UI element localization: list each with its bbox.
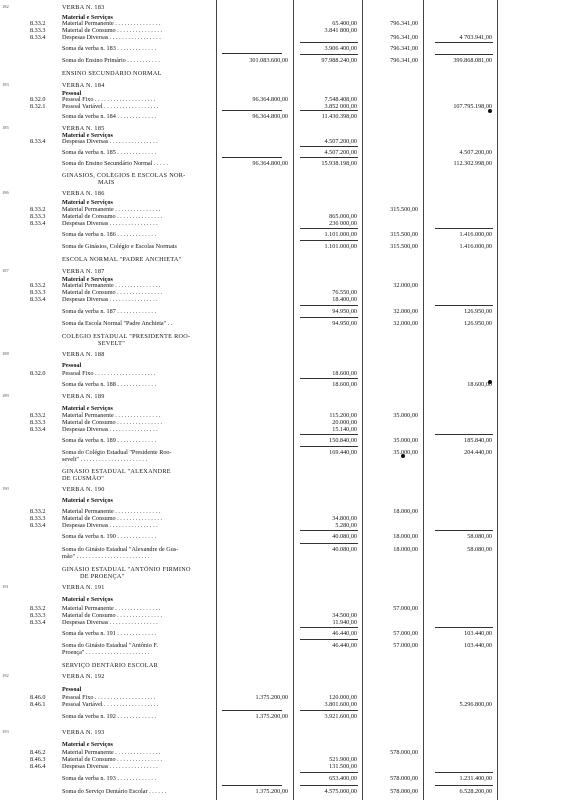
column-divider [362, 0, 363, 800]
amount-c5: 32.000,00 [393, 320, 418, 327]
amount-c3: 65.400,00 [332, 20, 357, 27]
group-heading: Material e Serviços [62, 497, 113, 504]
rule [300, 42, 358, 43]
account-code: 8.33.4 [30, 34, 46, 41]
amount-c5: 32.000,00 [393, 308, 418, 315]
rule [222, 785, 282, 786]
rule [300, 240, 358, 241]
amount-c3: 3.921.600,00 [324, 713, 357, 720]
line-label: sevelt" . . . . . . . . . . . . . . . . . . . . . . [62, 456, 148, 463]
rule [435, 42, 493, 43]
line-label: Pessoal Variável . . . . . . . . . . . . . . . . . . [62, 103, 159, 110]
amount-c6: 103.440,00 [464, 630, 492, 637]
line-label: Soma do Colégio Estadual "Presidente Roo- [62, 449, 172, 456]
amount-c5: 578.000,00 [390, 775, 418, 782]
line-label: Material de Consumo . . . . . . . . . . . . . . . [62, 612, 163, 619]
line-label: Material de Consumo . . . . . . . . . . . . . . . [62, 213, 163, 220]
amount-c3: 3.801.600,00 [324, 701, 357, 708]
amount-c5: 796.341,00 [390, 20, 418, 27]
line-label: Soma da verba n. 186 . . . . . . . . . . . . . [62, 231, 157, 238]
amount-c6: 126.950,00 [464, 308, 492, 315]
line-label: Soma da Escola Normal "Padre Anchieta" . . [62, 320, 173, 327]
line-label: Despesas Diversas . . . . . . . . . . . . . . . . [62, 619, 158, 626]
amount-c3: 865.000,00 [329, 213, 357, 220]
account-code: 8.33.4 [30, 220, 46, 227]
amount-c3: 15.140,00 [332, 426, 357, 433]
amount-c5: 18.000,00 [393, 533, 418, 540]
section-heading: VERBA N. 193 [62, 729, 105, 736]
amount-c3: 131.500,00 [329, 763, 357, 770]
section-heading: VERBA N. 188 [62, 351, 105, 358]
amount-c3: 11.430.398,00 [321, 113, 357, 120]
section-heading: VERBA N. 191 [62, 584, 105, 591]
section-heading: GINÁSIOS, COLÉGIOS E ESCOLAS NOR- [62, 172, 186, 179]
amount-c5: 35.000,00 [393, 437, 418, 444]
line-label: mão" . . . . . . . . . . . . . . . . . . . . . . . . [62, 553, 150, 560]
rule [435, 54, 493, 55]
amount-c2: 96.364.800,00 [252, 160, 288, 167]
row-number: 190 [2, 486, 9, 491]
amount-c6: 112.302.998,00 [453, 160, 492, 167]
amount-c2: 301.083.600,00 [249, 57, 288, 64]
rule [435, 627, 493, 628]
section-heading: VERBA N. 186 [62, 190, 105, 197]
amount-c6: 107.795.198,00 [453, 103, 492, 110]
rule [300, 446, 358, 447]
amount-c3: 15.938.198,00 [321, 160, 357, 167]
line-label: Pessoal Fixo . . . . . . . . . . . . . . . . . . . . [62, 370, 156, 377]
column-divider [423, 0, 424, 800]
row-number: 187 [2, 268, 9, 273]
amount-c5: 796.341,00 [390, 34, 418, 41]
amount-c3: 653.400,00 [329, 775, 357, 782]
amount-c3: 34.500,00 [332, 612, 357, 619]
amount-c3: 40.080,00 [332, 533, 357, 540]
line-label: Material de Consumo . . . . . . . . . . . . . . . [62, 756, 163, 763]
amount-c6: 58.080,00 [467, 533, 492, 540]
amount-c3: 4.575.000,00 [324, 788, 357, 795]
section-heading: GINÁSIO ESTADUAL "ANTÔNIO FIRMINO [62, 566, 191, 573]
section-heading: DE GUSMÃO" [62, 475, 105, 482]
account-code: 8.33.2 [30, 282, 46, 289]
line-label: Pessoal Variável . . . . . . . . . . . . . . . . . . [62, 701, 159, 708]
amount-c6: 18.600,00 [467, 381, 492, 388]
group-heading: Material e Serviços [62, 14, 113, 21]
line-label: Material de Consumo . . . . . . . . . . . . . . . [62, 27, 163, 34]
amount-c3: 1.101.000,00 [324, 231, 357, 238]
amount-c3: 94.950,00 [332, 308, 357, 315]
amount-c5: 315.500,00 [390, 231, 418, 238]
account-code: 8.46.3 [30, 756, 46, 763]
amount-c6: 1.231.400,00 [459, 775, 492, 782]
amount-c2: 96.364.800,00 [252, 113, 288, 120]
line-label: Soma da verba n. 187 . . . . . . . . . . . . . [62, 308, 157, 315]
amount-c3: 4.507.200,00 [324, 149, 357, 156]
line-label: Soma da verba n. 185 . . . . . . . . . . . . . [62, 149, 157, 156]
line-label: Pessoal Fixo . . . . . . . . . . . . . . . . . . . . [62, 96, 156, 103]
account-code: 8.33.4 [30, 619, 46, 626]
account-code: 8.33.2 [30, 412, 46, 419]
line-label: Material Permanente . . . . . . . . . . . . . . . [62, 605, 161, 612]
rule [300, 305, 358, 306]
line-label: Material Permanente . . . . . . . . . . . . . . . [62, 206, 161, 213]
line-label: Despesas Diversas . . . . . . . . . . . . . . . . [62, 220, 158, 227]
amount-c5: 32.000,00 [393, 282, 418, 289]
amount-c5: 57.000,00 [393, 630, 418, 637]
amount-c6: 103.440,00 [464, 642, 492, 649]
section-heading: ESCOLA NORMAL "PADRE ANCHIETA" [62, 256, 182, 263]
group-heading: Material e Serviços [62, 405, 113, 412]
row-number: 182 [2, 4, 9, 9]
rule [300, 228, 358, 229]
amount-c3: 3.841 800,00 [324, 27, 357, 34]
amount-c5: 578.000,00 [390, 749, 418, 756]
account-code: 8.33.3 [30, 213, 46, 220]
amount-c3: 97.988.240,00 [321, 57, 357, 64]
line-label: Soma do Ginásio Estadual "Alexandre de Gus- [62, 546, 179, 553]
account-code: 8.33.3 [30, 27, 46, 34]
amount-c3: 4.507.200,00 [324, 138, 357, 145]
column-divider [293, 0, 294, 800]
group-heading: Material e Serviços [62, 596, 113, 603]
rule [222, 157, 282, 158]
rule [222, 710, 282, 711]
group-heading: Pessoal [62, 90, 82, 97]
amount-c3: 3.906 400,00 [324, 45, 357, 52]
amount-c5: 315.500,00 [390, 243, 418, 250]
account-code: 8.33.2 [30, 605, 46, 612]
amount-c5: 18.000,00 [393, 546, 418, 553]
line-label: Soma da verba n. 184 . . . . . . . . . . . . . [62, 113, 157, 120]
line-label: Soma de Ginásios, Colégio e Escolas Normais [62, 243, 177, 250]
amount-c5: 57.000,00 [393, 605, 418, 612]
line-label: Pessoal Fixo . . . . . . . . . . . . . . . . . . . . [62, 694, 156, 701]
amount-c6: 204.440,00 [464, 449, 492, 456]
section-heading: VERBA N. 192 [62, 673, 105, 680]
section-heading: VERBA N. 187 [62, 268, 105, 275]
account-code: 8.46.4 [30, 763, 46, 770]
rule [300, 710, 358, 711]
account-code: 8.33.4 [30, 296, 46, 303]
account-code: 8.46.2 [30, 749, 46, 756]
rule [300, 627, 358, 628]
amount-c5: 35.000,00 [393, 412, 418, 419]
amount-c5: 18.000,00 [393, 508, 418, 515]
rule [435, 530, 493, 531]
row-number: 193 [2, 729, 9, 734]
line-label: Proença" . . . . . . . . . . . . . . . . . . . . . [62, 649, 150, 656]
amount-c3: 46.440,00 [332, 642, 357, 649]
account-code: 8.32.1 [30, 103, 46, 110]
row-number: 188 [2, 351, 9, 356]
rule [300, 434, 358, 435]
group-heading: Material e Serviços [62, 132, 113, 139]
account-code: 8.33.4 [30, 138, 46, 145]
section-heading: GINÁSIO ESTADUAL "ALEXANDRE [62, 468, 171, 475]
line-label: Despesas Diversas . . . . . . . . . . . . . . . . . [62, 34, 161, 41]
rule [300, 378, 358, 379]
line-label: Despesas Diversas . . . . . . . . . . . . . . . . [62, 522, 158, 529]
section-heading: SEVELT" [98, 340, 126, 347]
rule [435, 305, 493, 306]
amount-c3: 115.200,00 [329, 412, 357, 419]
amount-c6: 185.840,00 [464, 437, 492, 444]
amount-c6: 5.296.800,00 [459, 701, 492, 708]
account-code: 8.32.0 [30, 96, 46, 103]
account-code: 8.33.3 [30, 515, 46, 522]
amount-c5: 796.341,00 [390, 45, 418, 52]
amount-c3: 3.852 000,00 [324, 103, 357, 110]
line-label: Soma do Ginásio Estadual "Antônio F. [62, 642, 158, 649]
rule [300, 530, 358, 531]
rule [300, 543, 358, 544]
row-number: 191 [2, 584, 9, 589]
rule [222, 110, 282, 111]
amount-c6: 1.416.000,00 [459, 231, 492, 238]
group-heading: Pessoal [62, 686, 82, 693]
amount-c6: 399.868.081,00 [453, 57, 492, 64]
rule [300, 772, 358, 773]
rule [300, 54, 358, 55]
account-code: 8.46.1 [30, 701, 46, 708]
rule [300, 317, 358, 318]
amount-c2: 1.375.200,00 [255, 713, 288, 720]
amount-c2: 1.375.200,00 [255, 694, 288, 701]
line-label: Soma da verba n. 189 . . . . . . . . . . . . . [62, 437, 157, 444]
rule [435, 785, 493, 786]
line-label: Soma do Ensino Primário . . . . . . . . . . . [62, 57, 160, 64]
row-number: 189 [2, 393, 9, 398]
account-code: 8.46.0 [30, 694, 46, 701]
amount-c3: 5.280,00 [335, 522, 357, 529]
amount-c2: 1.375.200,00 [255, 788, 288, 795]
line-label: Soma da verba n. 190 . . . . . . . . . . . . . [62, 533, 157, 540]
amount-c3: 18.600,00 [332, 370, 357, 377]
amount-c5: 57.000,00 [393, 642, 418, 649]
rule [300, 157, 358, 158]
amount-c3: 11.940,00 [332, 619, 357, 626]
account-code: 8.33.2 [30, 20, 46, 27]
account-code: 8.33.2 [30, 508, 46, 515]
line-label: Material Permanente . . . . . . . . . . . . . . . [62, 412, 161, 419]
amount-c3: 169.440,00 [329, 449, 357, 456]
group-heading: Material e Serviços [62, 199, 113, 206]
line-label: Material de Consumo . . . . . . . . . . . . . . . [62, 289, 163, 296]
rule [300, 639, 358, 640]
section-heading: COLÉGIO ESTADUAL "PRESIDENTE ROO- [62, 333, 191, 340]
group-heading: Material e Serviços [62, 741, 113, 748]
row-number: 192 [2, 673, 9, 678]
amount-c6: 4 703.941,00 [459, 34, 492, 41]
row-number: 183 [2, 82, 9, 87]
amount-c5: 315.500,00 [390, 206, 418, 213]
amount-c5: 35.000,00 [393, 449, 418, 456]
section-heading: VERBA N. 190 [62, 486, 105, 493]
section-heading: VERBA N. 183 [62, 4, 105, 11]
amount-c3: 46.440,00 [332, 630, 357, 637]
amount-c3: 76.550,00 [332, 289, 357, 296]
section-heading: VERBA N. 189 [62, 393, 105, 400]
group-heading: Material e Serviços [62, 276, 113, 283]
line-label: Soma da verba n. 192 . . . . . . . . . . . . . [62, 713, 157, 720]
amount-c3: 521.900,00 [329, 756, 357, 763]
amount-c3: 18.400,00 [332, 296, 357, 303]
rule [435, 772, 493, 773]
amount-c3: 236 000,00 [329, 220, 357, 227]
line-label: Soma do Serviço Dentário Escolar . . . . . . [62, 788, 167, 795]
line-label: Material Permanente . . . . . . . . . . . . . . . [62, 508, 161, 515]
row-number: 185 [2, 125, 9, 130]
line-label: Material de Consumo . . . . . . . . . . . . . . . [62, 419, 163, 426]
line-label: Soma do Ensino Secundário Normal . . . . . [62, 160, 168, 167]
column-divider [497, 0, 498, 800]
amount-c6: 58.080,00 [467, 546, 492, 553]
line-label: Material Permanente . . . . . . . . . . . . . . . [62, 20, 161, 27]
line-label: Despesas Diversas . . . . . . . . . . . . . . . . [62, 763, 158, 770]
amount-c5: 796.341,00 [390, 57, 418, 64]
group-heading: Pessoal [62, 362, 82, 369]
amount-c3: 18.600,00 [332, 381, 357, 388]
amount-c6: 1.416.000,00 [459, 243, 492, 250]
line-label: Material Permanente . . . . . . . . . . . . . . . [62, 282, 161, 289]
amount-c3: 150.840,00 [329, 437, 357, 444]
account-code: 8.32.0 [30, 370, 46, 377]
line-label: Soma da verba n. 191 . . . . . . . . . . . . . [62, 630, 157, 637]
amount-c3: 20.000,00 [332, 419, 357, 426]
section-heading: ENSINO SECUNDÁRIO NORMAL [62, 70, 162, 77]
section-heading: DE PROENÇA" [80, 573, 125, 580]
line-label: Despesas Diversas . . . . . . . . . . . . . . . . [62, 138, 158, 145]
section-heading: MAIS [98, 179, 115, 186]
rule [300, 146, 358, 147]
row-number: 186 [2, 190, 9, 195]
section-heading: VERBA N. 184 [62, 82, 105, 89]
line-label: Soma da verba n. 188 . . . . . . . . . . . . . [62, 381, 157, 388]
column-divider [216, 0, 217, 800]
section-heading: SERVIÇO DENTÁRIO ESCOLAR [62, 662, 159, 669]
account-code: 8.33.3 [30, 289, 46, 296]
account-code: 8.33.4 [30, 426, 46, 433]
rule [300, 785, 358, 786]
rule [300, 110, 358, 111]
amount-c3: 40.080,00 [332, 546, 357, 553]
line-label: Despesas Diversas . . . . . . . . . . . . . . . . [62, 426, 158, 433]
amount-c6: 4.507.200,00 [459, 149, 492, 156]
amount-c3: 1.101.000,00 [324, 243, 357, 250]
rule [435, 434, 493, 435]
line-label: Material de Consumo . . . . . . . . . . . . . . . [62, 515, 163, 522]
amount-c6: 126.950,00 [464, 320, 492, 327]
account-code: 8.33.3 [30, 612, 46, 619]
section-heading: VERBA N. 185 [62, 125, 105, 132]
amount-c3: 94.950,00 [332, 320, 357, 327]
rule [222, 53, 282, 54]
line-label: Despesas Diversas . . . . . . . . . . . . . . . . [62, 296, 158, 303]
amount-c6: 6.528.200,00 [459, 788, 492, 795]
amount-c2: 96.364.800,00 [252, 96, 288, 103]
account-code: 8.33.3 [30, 419, 46, 426]
line-label: Material Permanente . . . . . . . . . . . . . . . [62, 749, 161, 756]
account-code: 8.33.2 [30, 206, 46, 213]
amount-c3: 120.000,00 [329, 694, 357, 701]
amount-c3: 7.548.408,00 [324, 96, 357, 103]
account-code: 8.33.4 [30, 522, 46, 529]
rule [435, 228, 493, 229]
amount-c5: 578.000,00 [390, 788, 418, 795]
amount-c3: 34.800,00 [332, 515, 357, 522]
line-label: Soma da verba n. 183 . . . . . . . . . . . . . [62, 45, 157, 52]
line-label: Soma da verba n. 193 . . . . . . . . . . . . . [62, 775, 157, 782]
